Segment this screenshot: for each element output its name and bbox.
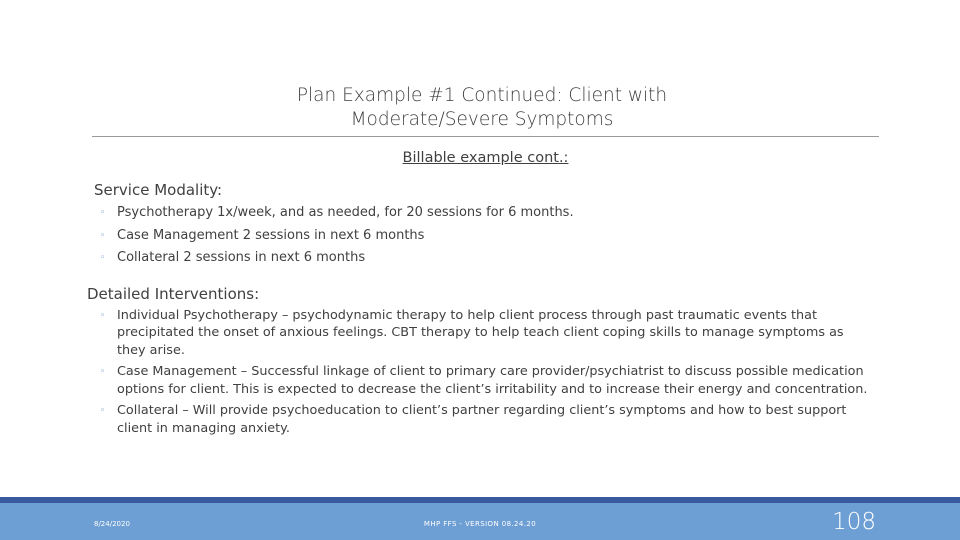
slide-title-line-2: Moderate/Severe Symptoms xyxy=(350,109,614,130)
service-modality-heading: Service Modality: xyxy=(94,181,223,199)
detailed-interventions-list xyxy=(100,307,870,441)
billable-subheading: Billable example cont.: xyxy=(402,150,569,166)
title-divider xyxy=(92,136,879,137)
list-item-text: Collateral – Will provide psychoeducation to client’s partner regarding client’s symptoms and how to best support client in managing anxiety. xyxy=(117,403,847,436)
list-item xyxy=(100,402,870,437)
bullet-icon: ◦ xyxy=(100,311,106,321)
list-item xyxy=(100,307,870,359)
list-item-text: Collateral 2 sessions in next 6 months xyxy=(117,250,366,266)
bullet-icon: ◦ xyxy=(100,253,106,264)
bullet-icon: ◦ xyxy=(100,208,106,218)
footer-version-text: MHP FFS - VERSION 08.24.20 xyxy=(423,520,537,528)
list-item-text: Individual Psychotherapy – psychodynamic therapy to help client process through past traumatic events that precipitated the onset of anxious feelings. CBT therapy to help teach client coping skills to manage symptoms as they arise. xyxy=(117,308,844,358)
service-modality-list xyxy=(100,204,860,272)
slide-title xyxy=(190,84,774,132)
footer-band xyxy=(0,497,960,540)
page-number: 108 xyxy=(832,509,876,535)
list-item xyxy=(100,204,860,221)
list-item xyxy=(100,227,860,244)
list-item xyxy=(100,363,870,398)
slide-title-line-1: Plan Example #1 Continued: Client with xyxy=(296,85,668,106)
list-item-text: Case Management 2 sessions in next 6 months xyxy=(117,227,425,243)
list-item-text: Psychotherapy 1x/week, and as needed, for 20 sessions for 6 months. xyxy=(117,205,574,220)
bullet-icon: ◦ xyxy=(100,230,106,241)
bullet-icon: ◦ xyxy=(100,367,106,378)
list-item-text: Case Management – Successful linkage of client to primary care provider/psychiatrist to discuss possible medication options for client. This is expected to decrease the client’s irritability and to increase their energy and concentration. xyxy=(117,364,868,397)
list-item xyxy=(100,249,860,266)
footer-date: 8/24/2020 xyxy=(94,520,130,528)
detailed-interventions-heading: Detailed Interventions: xyxy=(87,285,260,303)
bullet-icon: ◦ xyxy=(100,406,106,417)
